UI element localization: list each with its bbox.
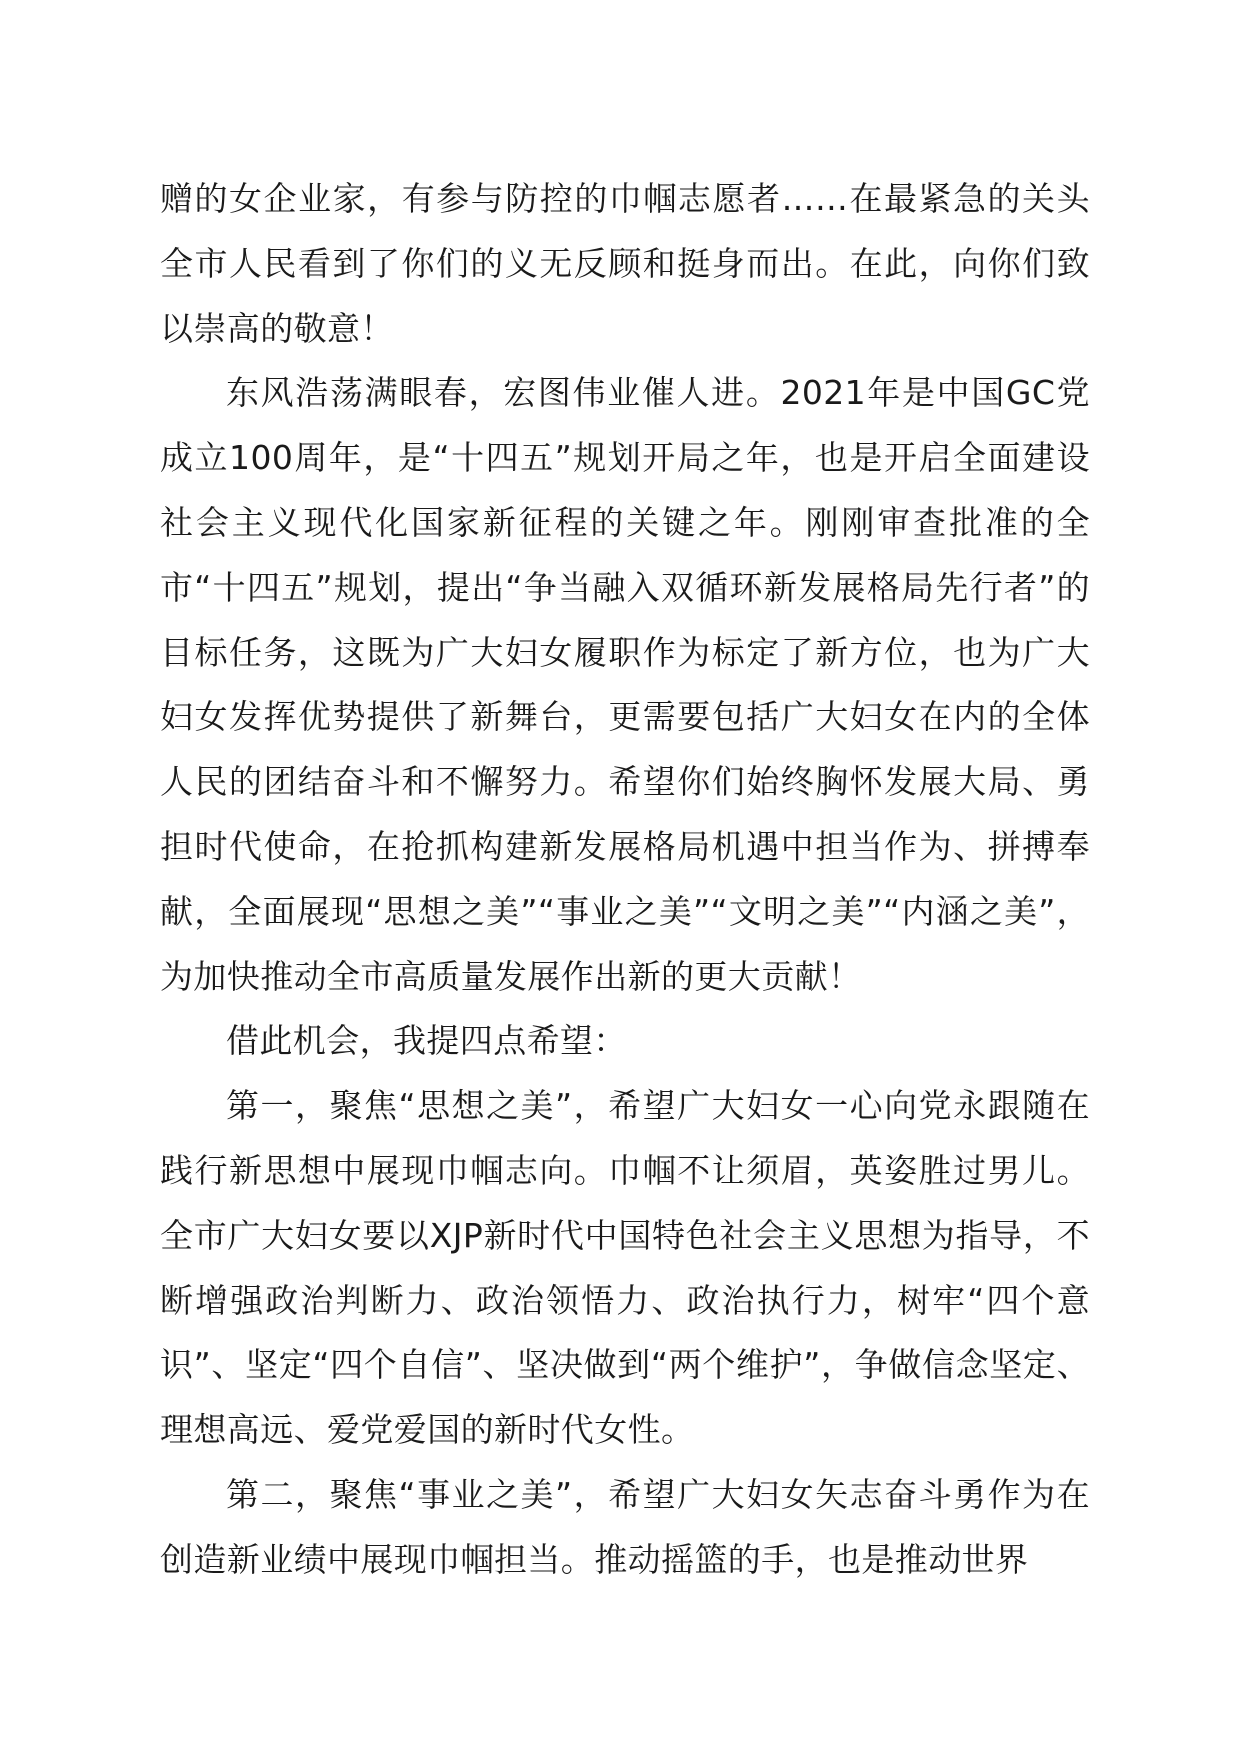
paragraph-3: 借此机会，我提四点希望： [226,1021,627,1061]
paragraph-4: 第一，聚焦“思想之美”，希望广大妇女一心向党永跟随在践行新思想中展现巾帼志向。巾帼不让须眉，英姿胜过男儿。全市广大妇女要以XJP新时代中国特色社会主义思想为指导，不断增强政治判断力、政治领悟力、政治执行力，树牢“四个意识”、坚定“四个自信”、坚决做到“两个维护”，争做信念坚定、理想高远、爱党爱国的新时代女性。 [160,1086,1090,1450]
paragraph-1: 赠的女企业家，有参与防控的巾帼志愿者……在最紧急的关头全市人民看到了你们的义无反顾和挺身而出。在此，向你们致以崇高的敬意！ [160,179,1090,348]
document-body [160,167,1090,1593]
paragraph-2: 东风浩荡满眼春，宏图伟业催人进。2021年是中国GC党成立100周年，是“十四五”规划开局之年，也是开启全面建设社会主义现代化国家新征程的关键之年。刚刚审查批准的全市“十四五”规划，提出“争当融入双循环新发展格局先行者”的目标任务，这既为广大妇女履职作为标定了新方位，也为广大妇女发挥优势提供了新舞台，更需要包括广大妇女在内的全体人民的团结奋斗和不懈努力。希望你们始终胸怀发展大局、勇担时代使命，在抢抓构建新发展格局机遇中担当作为、拼搏奉献，全面展现“思想之美”“事业之美”“文明之美”“内涵之美”，为加快推动全市高质量发展作出新的更大贡献！ [160,373,1090,996]
paragraph-5: 第二，聚焦“事业之美”，希望广大妇女矢志奋斗勇作为在创造新业绩中展现巾帼担当。推动摇篮的手，也是推动世界 [160,1474,1090,1579]
